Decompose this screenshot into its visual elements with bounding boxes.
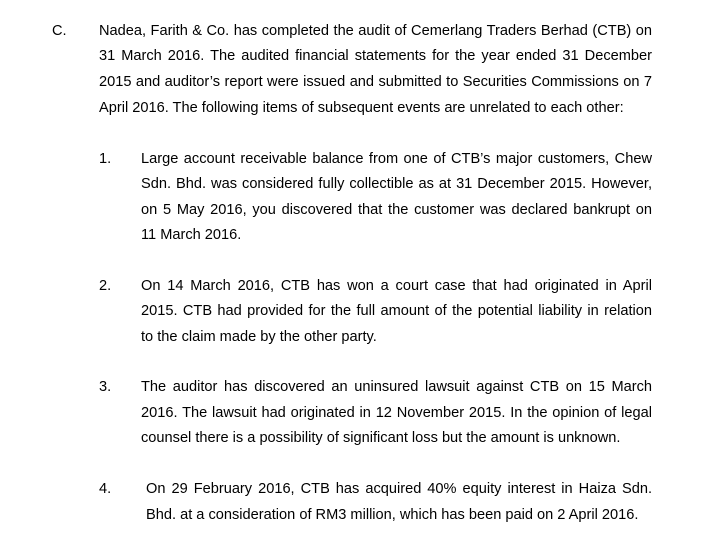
- item-line: 2015. CTB had provided for the full amount of the potential liability in relation: [141, 303, 652, 319]
- item-line: Large account receivable balance from one of CTB’s major customers, Chew: [141, 151, 652, 167]
- intro-line: 2015 and auditor’s report were issued and submitted to Securities Commissions on 7: [99, 74, 652, 90]
- item-number: 4.: [99, 481, 112, 497]
- item-line: 2016. The lawsuit had originated in 12 November 2015. In the opinion of legal: [141, 405, 652, 421]
- item-line: On 29 February 2016, CTB has acquired 40% equity interest in Haiza Sdn.: [146, 481, 652, 497]
- item-line: Bhd. at a consideration of RM3 million, which has been paid on 2 April 2016.: [146, 507, 639, 523]
- item-line: on 5 May 2016, you discovered that the customer was declared bankrupt on: [141, 202, 652, 218]
- item-line: counsel there is a possibility of significant loss but the amount is unknown.: [141, 430, 621, 446]
- intro-line: April 2016. The following items of subsequent events are unrelated to each other:: [99, 100, 624, 116]
- item-line: Sdn. Bhd. was considered fully collectible as at 31 December 2015. However,: [141, 176, 652, 192]
- intro-line: Nadea, Farith & Co. has completed the audit of Cemerlang Traders Berhad (CTB) on: [99, 23, 652, 39]
- intro-line: 31 March 2016. The audited financial statements for the year ended 31 December: [99, 48, 652, 64]
- item-line: 11 March 2016.: [141, 227, 242, 243]
- item-number: 2.: [99, 278, 112, 294]
- item-line: to the claim made by the other party.: [141, 329, 377, 345]
- item-line: The auditor has discovered an uninsured lawsuit against CTB on 15 March: [141, 379, 652, 395]
- question-label: C.: [52, 23, 67, 39]
- item-number: 1.: [99, 151, 112, 167]
- item-number: 3.: [99, 379, 112, 395]
- item-line: On 14 March 2016, CTB has won a court case that had originated in April: [141, 278, 652, 294]
